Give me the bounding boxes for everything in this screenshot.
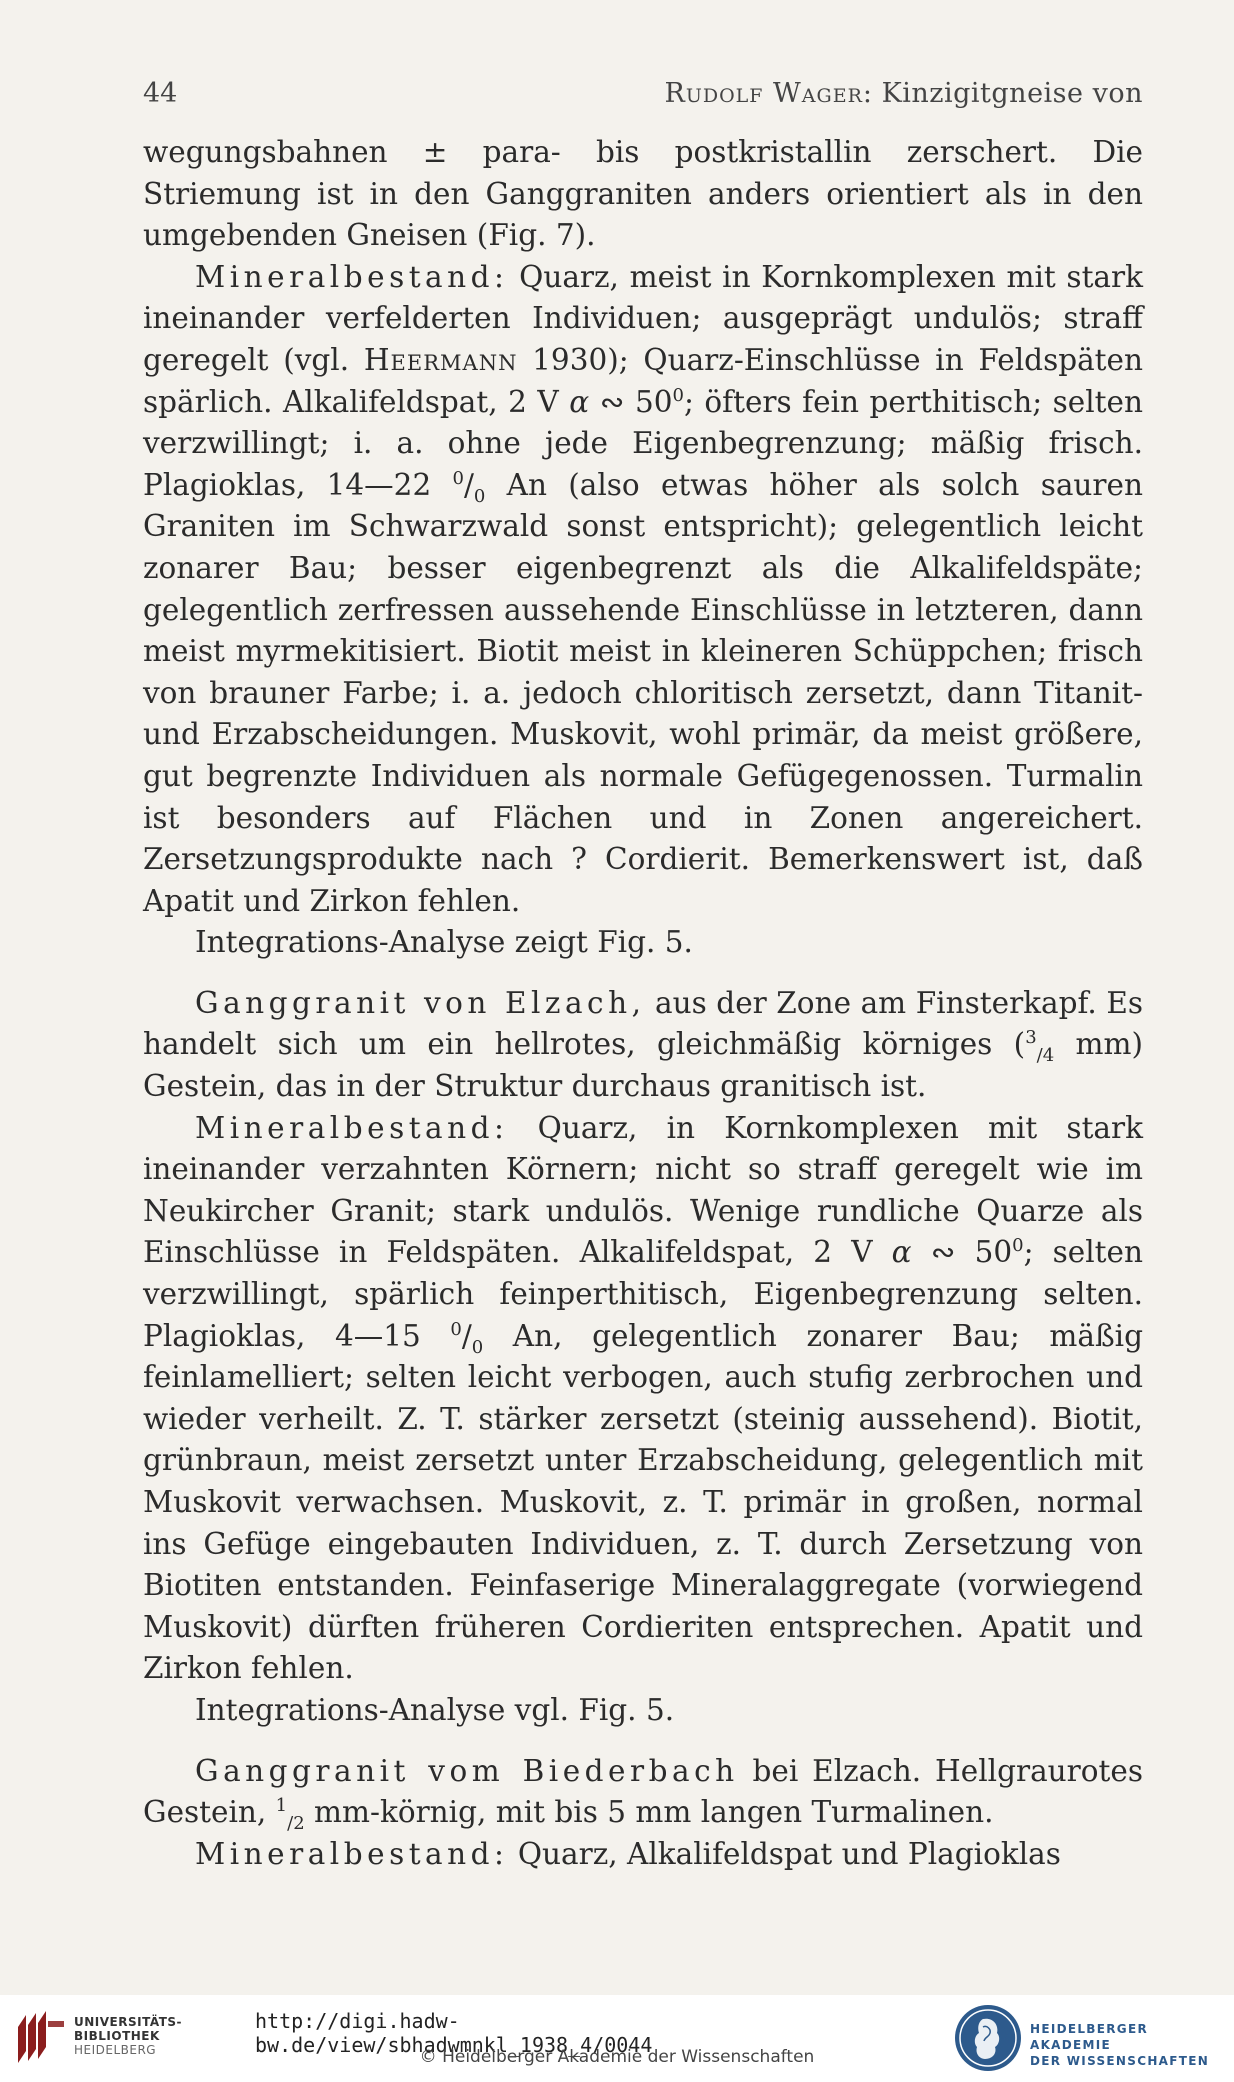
- section-label: Mineralbestand:: [195, 1836, 509, 1871]
- percent-slash: /: [463, 467, 474, 502]
- running-title: [665, 78, 1143, 109]
- percent-sub: 0: [473, 485, 486, 507]
- percent-sup: 0: [452, 467, 464, 489]
- alpha-symbol: α: [891, 1235, 912, 1270]
- ub-line: HEIDELBERG: [74, 2043, 157, 2057]
- paragraph-continuation: wegungsbahnen ± para- bis postkristallin zerschert. Die Striemung ist in den Ganggraniten anders orientiert als in den umgebenden Gneisen (Fig. 7).: [143, 135, 1143, 253]
- author-name: Rudolf Wager: [664, 78, 863, 109]
- page-number: 44: [143, 78, 178, 109]
- section-label: Ganggranit von Elzach,: [195, 985, 646, 1020]
- viewer-footer: [0, 1995, 1234, 2082]
- percent-sup: 0: [450, 1318, 462, 1340]
- running-title-rest: : Kinzigitgneise von: [862, 78, 1143, 109]
- copyright-notice: © Heidelberger Akademie der Wissenschaften: [419, 2047, 815, 2067]
- alpha-symbol: α: [569, 384, 590, 419]
- page-body: [143, 132, 1143, 1875]
- text-run: Quarz, in Kornkomplexen mit stark ineinander verzahnten Körnern; nicht so straff geregelt wie im Neukircher Granit; stark undulös. Wenige rundliche Quarze als Einschlüsse in Feldspäten. Alkalifeldspat, 2 V: [143, 1110, 1143, 1270]
- paragraph-elzach: [143, 983, 1143, 1108]
- percent-slash: /: [461, 1318, 472, 1353]
- text-run: An (also etwas höher als solch sauren Graniten im Schwarzwald sonst entspricht); gelegentlich leicht zonarer Bau; besser eigenbegrenzt als die Alkalifeldspäte; gelegentlich zerfressen aussehende Einschlüsse in letzteren, dann meist myrmekitisiert. Biotit meist in kleineren Schüppchen; frisch von brauner Farbe; i. a. jedoch chloritisch zersetzt, dann Titanit- und Erzabscheidungen. Muskovit, wohl primär, da meist größere, gut begrenzte Individuen als normale Gefügegenossen. Turmalin ist besonders auf Flächen und in Zonen angereichert. Zersetzungsprodukte nach ? Cordierit. Bemerkenswert ist, daß Apatit und Zirkon fehlen.: [143, 467, 1143, 918]
- section-label: Ganggranit vom Biederbach: [195, 1753, 739, 1788]
- fraction-sup: 1: [275, 1795, 288, 1817]
- fraction-sub: /2: [287, 1813, 305, 1835]
- academy-name: [1030, 2021, 1234, 2069]
- section-label: Mineralbestand:: [195, 259, 509, 294]
- text-run: mm-körnig, mit bis 5 mm langen Turmalinen.: [304, 1795, 994, 1830]
- citation-name: Heermann: [363, 342, 518, 377]
- text-run: bei Elzach. Hellgraurotes Gestein,: [143, 1753, 1143, 1830]
- paragraph-mineral-1: [143, 257, 1143, 923]
- paragraph-mineral-2: [143, 1108, 1143, 1690]
- degree-sup: 0: [1012, 1235, 1024, 1257]
- text-run: ∾ 50: [911, 1235, 1013, 1270]
- academy-seal-icon[interactable]: [953, 2003, 1023, 2073]
- text-run: ∾ 50: [589, 384, 673, 419]
- had-line: HEIDELBERGER AKADEMIE: [1030, 2022, 1148, 2052]
- paragraph-integration-1: Integrations-Analyse zeigt Fig. 5.: [195, 925, 693, 960]
- had-line: DER WISSENSCHAFTEN: [1030, 2054, 1210, 2068]
- paragraph-integration-2: Integrations-Analyse vgl. Fig. 5.: [195, 1692, 675, 1727]
- section-label: Mineralbestand:: [195, 1110, 509, 1145]
- paragraph-mineral-3: [143, 1834, 1143, 1876]
- fraction-sup: 3: [1025, 1027, 1037, 1049]
- running-header: [143, 78, 1143, 118]
- percent-sub: 0: [471, 1336, 484, 1358]
- text-run: An, gelegentlich zonarer Bau; mäßig feinlamelliert; selten leicht verbogen, auch stufig zerbrochen und wieder verheilt. Z. T. stärker zersetzt (steinig aussehend). Biotit, grünbraun, meist zersetzt unter Erzabscheidung, gelegentlich mit Muskovit verwachsen. Muskovit, z. T. primär in großen, normal ins Gefüge eingebauten Individuen, z. T. durch Zersetzung von Biotiten entstanden. Feinfaserige Mineralaggregate (vorwiegend Muskovit) dürften früheren Cordieriten entsprechen. Apatit und Zirkon fehlen.: [143, 1318, 1143, 1686]
- text-run: Quarz, Alkalifeldspat und Plagioklas: [508, 1836, 1061, 1871]
- degree-sup: 0: [672, 384, 684, 406]
- ub-line: UNIVERSITÄTS-: [74, 2015, 183, 2029]
- text-run: mm) Gestein, das in der Struktur durchaus granitisch ist.: [143, 1027, 1143, 1104]
- text-run: ; öfters fein perthitisch; selten verzwillingt; i. a. ohne jede Eigenbegrenzung; mäßig frisch. Plagioklas, 14—22: [143, 384, 1143, 502]
- paragraph-biederbach: [143, 1751, 1143, 1834]
- ub-line: BIBLIOTHEK: [74, 2029, 160, 2043]
- text-run: 1930); Quarz-Einschlüsse in Feldspäten spärlich. Alkalifeldspat, 2 V: [143, 342, 1143, 419]
- text-run: Quarz, meist in Kornkomplexen mit stark ineinander verfelderten Individuen; ausgeprägt undulös; straff geregelt (vgl.: [143, 259, 1143, 377]
- fraction-sub: /4: [1036, 1045, 1055, 1067]
- permalink-url[interactable]: http://digi.hadw-bw.de/view/sbhadwmnkl_1938_4/0044: [255, 2009, 653, 2057]
- text-run: ; selten verzwillingt, spärlich feinperthitisch, Eigenbegrenzung selten. Plagioklas, 4—15: [143, 1235, 1143, 1353]
- text-run: aus der Zone am Finsterkapf. Es handelt sich um ein hellrotes, gleichmäßig körniges (: [143, 985, 1143, 1062]
